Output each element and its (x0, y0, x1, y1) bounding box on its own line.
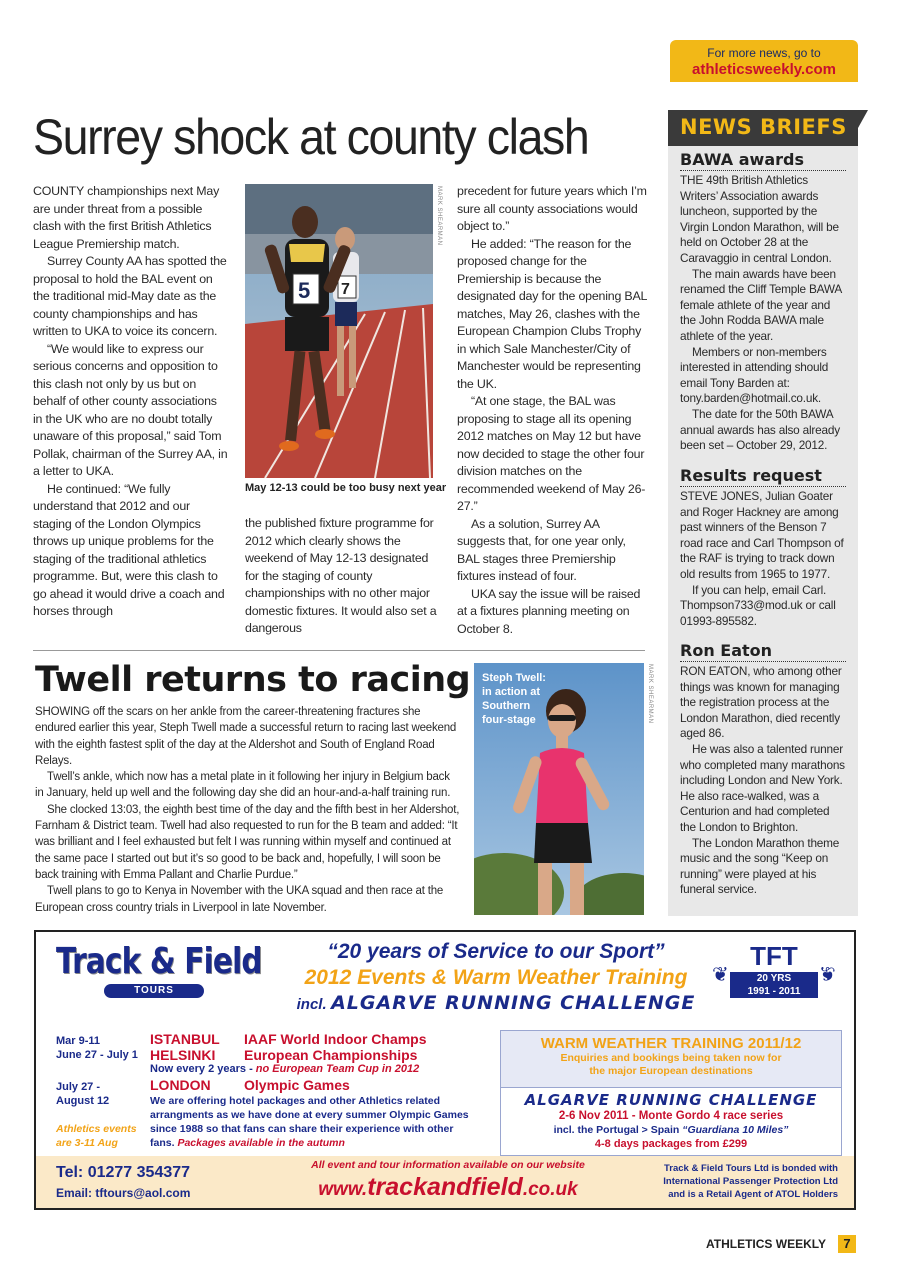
email-address[interactable]: Email: tftours@aol.com (56, 1186, 191, 1200)
event-city: ISTANBUL (150, 1031, 220, 1047)
article-paragraph: Twell’s ankle, which now has a metal plate in it following her injury in Belgium back in January, held up well and the following day she did an hour-and-a-half training run. (35, 771, 451, 800)
brief-paragraph: The London Marathon theme music and the song “Keep on running” were played at his funeral service. (680, 835, 840, 897)
event-date: August 12 (56, 1095, 110, 1107)
brief-bawa (680, 150, 846, 454)
bib-number-7: 7 (341, 281, 350, 298)
photo-credit: MARK SHEARMAN (647, 664, 653, 724)
article-paragraph: Surrey County AA has spotted the proposal to hold the BAL event on the traditional mid-May date as the county championships and has written to UKA to voice its concern. (33, 254, 227, 338)
badge-years (730, 972, 818, 998)
event-names (244, 1031, 427, 1063)
bonding-line: International Passenger Protection Ltd (663, 1176, 838, 1187)
photo-caption-line: in action at (482, 686, 541, 698)
article-paragraph: As a solution, Surrey AA suggests that, for one year only, BAL stages three Premiership fixtures instead of four. (457, 516, 626, 583)
ad-contact-band (36, 1156, 854, 1208)
article-paragraph: “At one stage, the BAL was proposing to stage all its opening 2012 matches on May 12 but have now decided to stage the other four division matches on the recommended weekend of May 26-27.” (457, 394, 646, 513)
algarve-packages: 4-8 days packages from £299 (594, 1138, 748, 1150)
photo-caption-line: Southern (482, 700, 531, 712)
web-domain: trackandfield (367, 1173, 523, 1201)
algarve-incl: incl. the Portugal > Spain (553, 1124, 680, 1136)
page-number: 7 (838, 1235, 856, 1253)
logo-tours: TOURS (104, 984, 204, 998)
badge-tft: TFT (750, 941, 798, 971)
brief-paragraph: Members or non-members interested in attending should email Tony Barden at: tony.barden@hotmail.co.uk. (680, 344, 829, 406)
laurel-icon: ❦ (712, 964, 729, 986)
brief-results (680, 466, 846, 629)
more-news-label: For more news, go to (707, 46, 821, 60)
brief-paragraph: STEVE JONES, Julian Goater and Roger Hackney are among past winners of the Benson 7 road race and Carl Thompson of the RAF is trying to track down old results from 1965 to 1977. (680, 489, 844, 581)
article-paragraph: COUNTY championships next May are under threat from a possible clash with the first British Athletics League Premiership match. (33, 184, 220, 251)
brief-heading: Ron Eaton (680, 641, 846, 662)
laurel-icon: ❦ (819, 964, 836, 986)
ad-slogan: ALGARVE RUNNING CHALLENGE (331, 992, 696, 1014)
brief-heading: BAWA awards (680, 150, 846, 171)
article-column-3 (457, 183, 647, 638)
article-paragraph: “We would like to express our serious concerns and opposition to this clash not only by us but on behalf of other county associations in the UK who are no doubt totally unaware of this proposal,” said Tom Pollak, chairman of the Surrey AA, in a letter to UKA. (33, 341, 228, 478)
tft-logo (56, 942, 276, 1004)
twell-article-body (35, 704, 460, 916)
website-info: All event and tour information available on our website (311, 1159, 585, 1171)
event-cities (150, 1031, 220, 1063)
more-news-tab[interactable] (670, 40, 858, 82)
event-date: Mar 9-11 (56, 1035, 101, 1047)
article-paragraph: Twell plans to go to Kenya in November with the UKA squad and then race at the European cross country trials in Liverpool in late November. (35, 885, 444, 914)
brief-paragraph: He was also a talented runner who completed many marathons including London and New York. He also race-walked, was a Centurion and had completed the London to Brighton. (680, 741, 845, 834)
article-paragraph: He added: “The reason for the proposed change for the Premiership is because the designated day for the opening BAL matches, May 26, clashes with the European Champion Clubs Trophy in which Sale Manchester/City of Manchester would be representing the UK. (457, 236, 647, 391)
photo-credit: MARK SHEARMAN (436, 186, 442, 246)
athletics-events-note (56, 1122, 137, 1150)
warm-weather-box (500, 1030, 842, 1156)
brief-paragraph: THE 49th British Athletics Writers’ Association awards luncheon, supported by the Virgin London Marathon, will be held on October 28 at the Caravaggio in central London. (680, 173, 839, 265)
photo-caption-line: four-stage (482, 714, 536, 726)
news-briefs-header (668, 110, 858, 146)
algarve-race: “Guardiana 10 Miles” (682, 1124, 789, 1136)
brief-paragraph: The main awards have been renamed the Cliff Temple BAWA female athlete of the year and the John Rodda BAWA male athlete of the year. (680, 266, 842, 343)
brief-ron-eaton (680, 641, 846, 898)
twell-headline: Twell returns to racing (35, 660, 471, 700)
bib-number-5: 5 (298, 278, 311, 303)
packages-text (150, 1094, 470, 1150)
article-paragraph: the published fixture programme for 2012 which clearly shows the weekend of May 12-13 designated for the staging of county championships with no other major domestic fixtures. It would also set a dangerous (245, 516, 437, 635)
article-paragraph: He continued: “We fully understand that 2012 and our staging of the London Olympics throws up unique problems for the staging of the traditional athletics programme. But, were this clash to go ahead it would drive a coach and horses through (33, 481, 225, 618)
warm-weather-line: Enquiries and bookings being taken now for (560, 1052, 782, 1064)
bonding-info (626, 1162, 838, 1201)
event-dates (56, 1034, 138, 1062)
news-briefs-title: NEWS BRIEFS (680, 115, 847, 139)
web-tld: .co.uk (522, 1179, 578, 1200)
warm-weather-line: the major European destinations (589, 1065, 753, 1077)
algarve-dates: 2-6 Nov 2011 - Monte Gordo 4 race series (558, 1110, 784, 1122)
anniversary-badge (712, 942, 836, 1008)
magazine-name: ATHLETICS WEEKLY (706, 1237, 827, 1251)
no-team-cup: no European Team Cup in 2012 (255, 1063, 420, 1075)
section-divider (33, 650, 645, 651)
ad-slogan: 2012 Events & Warm Weather Training (304, 966, 688, 989)
ad-website-link[interactable] (288, 1173, 608, 1202)
algarve-title: ALGARVE RUNNING CHALLENGE (524, 1091, 818, 1109)
event-date: June 27 - July 1 (56, 1049, 138, 1061)
brief-paragraph: RON EATON, who among other things was known for managing the registration process at the London Marathon, died recently aged 86. (680, 664, 842, 741)
ad-slogan-prefix: incl. (296, 996, 327, 1013)
article-paragraph: UKA say the issue will be raised at a fixtures planning meeting on October 8. (457, 586, 641, 636)
race-photo (245, 184, 433, 478)
twell-photo (474, 663, 644, 915)
event-date: July 27 - (56, 1081, 101, 1093)
event-city: HELSINKI (150, 1047, 216, 1063)
brief-paragraph: The date for the 50th BAWA annual awards has also already been set – October 29, 2012. (680, 406, 840, 453)
bonding-line: Track & Field Tours Ltd is bonded with (663, 1163, 838, 1174)
article-paragraph: precedent for future years which I’m sure all county associations would object to.” (457, 184, 647, 233)
photo-caption-line: Steph Twell: (482, 672, 546, 684)
athletics-events-line: Athletics events (56, 1123, 137, 1135)
phone-number[interactable]: Tel: 01277 354377 (56, 1164, 191, 1181)
event-name: Olympic Games (244, 1077, 350, 1093)
brief-heading: Results request (680, 466, 846, 487)
athletics-events-line: are 3-11 Aug (56, 1137, 118, 1149)
packages-availability: Packages available in the autumn (177, 1137, 345, 1149)
header-tab-corner (858, 110, 868, 128)
article-headline: Surrey shock at county clash (33, 109, 589, 165)
packages-description: We are offering hotel packages and other Athletics related arrangments as we have done at every summer Olympic Games since 1988 so that fans can share their experience with other fans. (150, 1095, 469, 1149)
article-paragraph: SHOWING off the scars on her ankle from the career-threatening fractures she endured earlier this year, Steph Twell made a successful return to racing last weekend with the eighth fastest split of the day at the Aldershot and South of England Road Relays. (35, 706, 457, 767)
event-dates (56, 1080, 109, 1108)
web-prefix: www. (318, 1179, 368, 1200)
website-link[interactable]: athleticsweekly.com (692, 61, 836, 78)
photo-caption: May 12-13 could be too busy next year (245, 482, 447, 494)
article-paragraph: She clocked 13:03, the eighth best time of the day and the fifth best in her Aldershot, Farnham & District team. Twell had also requested to run for the B team and added: “It was brilliant and I feel exhausted but felt I was running within myself and continued at the same pace I started out but it’s so good to be back and, hopefully, I will soon be back training with Emma Pallant and Charlie Purdue.” (35, 803, 460, 881)
track-field-tours-ad[interactable] (34, 930, 856, 1210)
brief-paragraph: If you can help, email Carl. Thompson733@mod.uk or call 01993-895582. (680, 582, 836, 628)
article-column-2 (245, 515, 441, 638)
badge-years-label: 20 YRS (756, 973, 792, 984)
every-two-years: Now every 2 years - (150, 1063, 253, 1075)
logo-text: Track & Field (56, 941, 262, 982)
event-city: LONDON (150, 1077, 211, 1093)
event-name: European Championships (244, 1047, 418, 1063)
event-name: IAAF World Indoor Champs (244, 1031, 427, 1047)
warm-weather-title: WARM WEATHER TRAINING 2011/12 (540, 1035, 802, 1052)
article-column-1 (33, 183, 229, 621)
bonding-line: and is a Retail Agent of ATOL Holders (668, 1189, 838, 1200)
ad-slogan: “20 years of Service to our Sport” (327, 940, 665, 963)
badge-years-range: 1991 - 2011 (747, 986, 801, 997)
